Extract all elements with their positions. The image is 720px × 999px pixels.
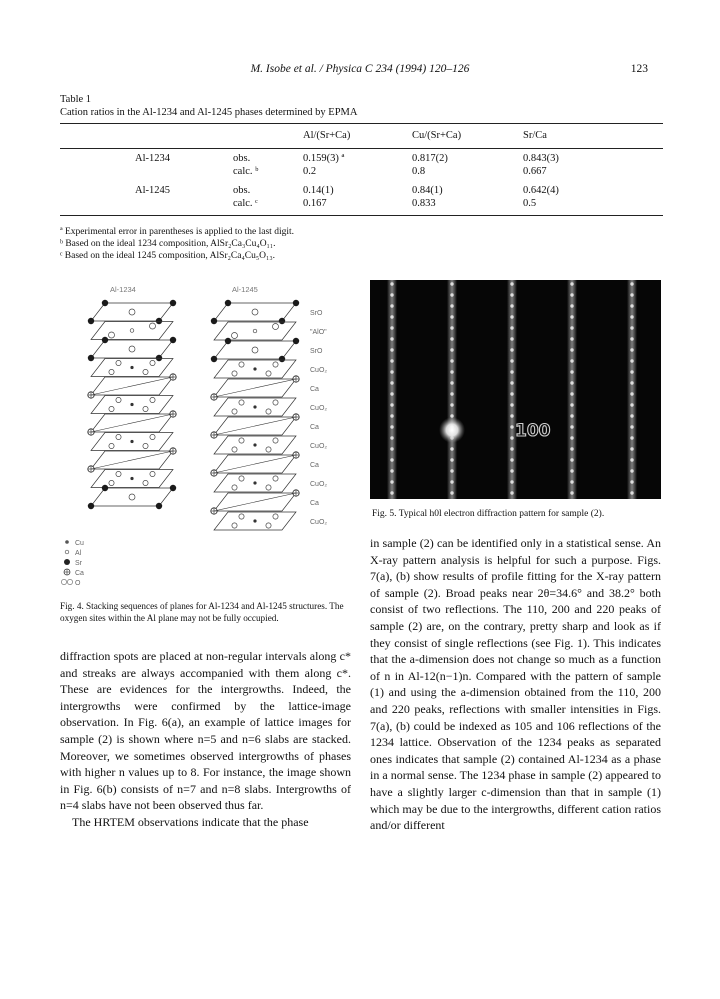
sr-atom	[170, 337, 176, 343]
o-atom	[273, 514, 278, 519]
sr-atom	[102, 337, 108, 343]
sr-atom	[225, 300, 231, 306]
diffraction-spot	[450, 293, 453, 296]
diffraction-spot	[390, 403, 393, 406]
diffraction-spot	[570, 381, 573, 384]
al1245-layers	[211, 300, 299, 530]
sr-atom	[211, 356, 217, 362]
value-cell: 0.167	[303, 198, 327, 209]
diffraction-spot	[450, 392, 453, 395]
o-atom	[116, 434, 121, 439]
o-atom	[252, 347, 258, 353]
o-atom	[116, 471, 121, 476]
plane-outline	[214, 322, 296, 340]
central-beam-spot	[439, 417, 465, 443]
diffraction-spot	[570, 337, 573, 340]
diffraction-spot	[570, 348, 573, 351]
table-header-rule	[60, 148, 663, 149]
diffraction-spot	[390, 304, 393, 307]
legend-ca: Ca	[75, 570, 84, 577]
diffraction-spot	[570, 304, 573, 307]
diffraction-spot	[630, 469, 633, 472]
o-atom	[109, 369, 114, 374]
diffraction-spot	[450, 315, 453, 318]
diffraction-spot	[570, 282, 573, 285]
value-cell: 0.8	[412, 166, 426, 177]
sr-atom	[279, 318, 285, 324]
o-atom	[273, 438, 278, 443]
diffraction-spot	[390, 458, 393, 461]
cu-atom	[253, 519, 256, 522]
diffraction-spot	[630, 282, 633, 285]
layer-label: CuO₂	[310, 405, 328, 412]
value-cell: 0.642(4)	[523, 185, 559, 196]
table-bottom-rule	[60, 215, 663, 216]
phase-cell: Al-1245	[135, 185, 170, 196]
diffraction-streak	[447, 280, 457, 499]
diffraction-spot	[510, 458, 513, 461]
cu-atom	[130, 440, 133, 443]
type-cell: calc. ᵇ	[233, 166, 259, 177]
diffraction-spot	[570, 436, 573, 439]
figure-5-caption: Fig. 5. Typical h0l electron diffraction pattern for sample (2).	[372, 509, 605, 519]
diffraction-spot	[510, 436, 513, 439]
o-atom	[266, 409, 271, 414]
o-atom	[232, 447, 237, 452]
col-header-2: Cu/(Sr+Ca)	[412, 130, 462, 141]
diffraction-spot	[630, 315, 633, 318]
diffraction-spot	[450, 381, 453, 384]
o-atom	[150, 397, 155, 402]
figure-4-stacking-diagram	[60, 282, 370, 592]
o-atom	[150, 471, 155, 476]
legend-o: O	[75, 580, 81, 587]
value-cell: 0.84(1)	[412, 185, 443, 196]
diffraction-spot	[390, 491, 393, 494]
value-cell: 0.159(3) ª	[303, 153, 345, 164]
o-atom	[109, 332, 115, 338]
diffraction-spot	[570, 480, 573, 483]
o-atom	[273, 400, 278, 405]
paragraph: The HRTEM observations indicate that the phase	[72, 814, 309, 829]
table-label: Table 1	[60, 94, 92, 105]
table-title	[60, 93, 357, 119]
diffraction-spot	[510, 425, 513, 428]
diffraction-spot	[630, 370, 633, 373]
diffraction-spot	[450, 370, 453, 373]
right-column-text	[370, 535, 661, 834]
diffraction-spot	[570, 414, 573, 417]
al-atom	[130, 329, 134, 333]
layer-label: "AlO"	[310, 329, 327, 336]
o-atom	[109, 443, 114, 448]
diffraction-spot	[570, 403, 573, 406]
legend-sr: Sr	[75, 560, 82, 567]
diffraction-spot	[630, 425, 633, 428]
o-atom	[239, 438, 244, 443]
legend-cu: Cu	[75, 540, 84, 547]
diffraction-spot	[390, 337, 393, 340]
paragraph: in sample (2) can be identified only in a statistical sense. An X-ray pattern analysis is helpful for such a purpose. Figs. 7(a), (b) show results of profile fitting for the X-ray pattern of sample (2). Broad peaks near 2θ=34.6° and 38.2° both consist of two reflections. The 110, 200 and 220 peaks of sample (2) are, on the contrary, pretty sharp and look as if they consist of single reflections (see Fig. 1). This indicates that the a-dimension does not change so much as a function of n in Al-12(n−1)n. Compared with the pattern of sample (1) and using the a-dimension obtained from the 110, 200 and 220 peaks, reflections with smaller intensities in Figs. 7(a), (b) could be indexed as 105 and 106 reflections of the 1234 lattice. Observation of the 1234 peaks as separated ones indicates that sample (2) contained Al-1234 as a phase in a normal sense. The 1234 phase in sample (2) appeared to have a slightly larger c-dimension than that in sample (1) which may be due to the intergrowths, different cation ratios and/or different	[370, 536, 661, 833]
diffraction-spot	[630, 348, 633, 351]
o-atom	[232, 485, 237, 490]
diffraction-spot	[570, 425, 573, 428]
o-atom	[252, 309, 258, 315]
diffraction-spot	[570, 370, 573, 373]
o-atom	[129, 309, 135, 315]
diffraction-spot	[510, 304, 513, 307]
diffraction-spot	[510, 370, 513, 373]
diffraction-spot	[570, 392, 573, 395]
layer-labels	[310, 310, 327, 526]
panel-label-al1234: Al-1234	[110, 285, 136, 294]
diffraction-spot	[510, 403, 513, 406]
o-atom	[150, 360, 155, 365]
value-cell: 0.833	[412, 198, 436, 209]
diffraction-spot	[630, 414, 633, 417]
diffraction-spot	[450, 348, 453, 351]
diffraction-spot	[450, 282, 453, 285]
diffraction-spot	[570, 491, 573, 494]
diffraction-spot	[450, 337, 453, 340]
diffraction-spot	[630, 392, 633, 395]
sr-atom	[88, 318, 94, 324]
stacking-diagram-svg	[60, 282, 370, 592]
diffraction-streaks	[387, 280, 637, 499]
layer-label: Ca	[310, 424, 319, 431]
layer-label: Ca	[310, 462, 319, 469]
diffraction-spot	[450, 359, 453, 362]
paragraph: diffraction spots are placed at non-regular intervals along c* and streaks are always accompanied with them along c*. These are evidences for the intergrowths. Indeed, the intergrowths were confirmed by the lattice-image observation. In Fig. 6(a), an example of lattice images for sample (2) is shown where n=5 and n=6 slabs are stacked. Moreover, we sometimes observed intergrowths of phases with higher n values up to 8. For instance, the image shown in Fig. 6(b) consists of n=7 and n=8 slabs. Intergrowths of n=4 slabs have not been observed thus far.	[60, 649, 351, 813]
table-caption: Cation ratios in the Al-1234 and Al-1245 phases determined by EPMA	[60, 107, 358, 118]
diffraction-spot	[390, 370, 393, 373]
col-header-1: Al/(Sr+Ca)	[303, 130, 351, 141]
diffraction-spot	[450, 447, 453, 450]
value-cell: 0.667	[523, 166, 547, 177]
sr-atom	[88, 503, 94, 509]
diffraction-spot	[630, 480, 633, 483]
sr-atom	[293, 338, 299, 344]
diffraction-spot	[570, 315, 573, 318]
footnote-c: ᶜ Based on the ideal 1245 composition, AlSr₂Ca₄Cu₅O₁₃.	[60, 251, 276, 261]
diffraction-spot	[510, 359, 513, 362]
layer-label: Ca	[310, 386, 319, 393]
table-footnotes	[60, 226, 294, 262]
legend-al: Al	[75, 550, 82, 557]
cu-atom	[253, 443, 256, 446]
diffraction-spot	[450, 326, 453, 329]
figure-4-caption: Fig. 4. Stacking sequences of planes for Al-1234 and Al-1245 structures. The oxygen sites within the Al plane may not be fully occupied.	[60, 601, 344, 623]
cu-atom	[130, 366, 133, 369]
o-atom	[266, 371, 271, 376]
page-number: 123	[630, 63, 648, 75]
sr-atom	[156, 318, 162, 324]
diffraction-spot	[390, 326, 393, 329]
diffraction-spot	[390, 447, 393, 450]
diffraction-spot	[390, 425, 393, 428]
o-atom	[239, 514, 244, 519]
diffraction-spot	[510, 469, 513, 472]
diffraction-spot	[390, 293, 393, 296]
sr-atom	[211, 318, 217, 324]
layer-label: SrO	[310, 348, 323, 355]
diffraction-spot	[510, 480, 513, 483]
o-atom	[232, 371, 237, 376]
diffraction-spot	[510, 326, 513, 329]
diffraction-spot	[390, 392, 393, 395]
sr-atom	[156, 503, 162, 509]
layer-label: CuO₂	[310, 519, 328, 526]
cu-atom	[253, 481, 256, 484]
layer-label: CuO₂	[310, 443, 328, 450]
table-top-rule	[60, 123, 663, 124]
o-atom	[232, 523, 237, 528]
diffraction-spot	[450, 458, 453, 461]
diffraction-spot	[390, 469, 393, 472]
footnote-b: ᵇ Based on the ideal 1234 composition, AlSr₂Ca₃Cu₄O₁₁.	[60, 239, 276, 249]
footnote-a: ª Experimental error in parentheses is applied to the last digit.	[60, 227, 294, 237]
diffraction-spot	[390, 359, 393, 362]
diffraction-spot	[570, 458, 573, 461]
value-cell: 0.2	[303, 166, 317, 177]
diffraction-spot	[450, 304, 453, 307]
diffraction-spot	[630, 436, 633, 439]
sr-atom	[88, 355, 94, 361]
o-atom	[266, 523, 271, 528]
o-atom	[150, 323, 156, 329]
diffraction-spot	[510, 381, 513, 384]
o-atom	[143, 369, 148, 374]
o-atom	[109, 406, 114, 411]
type-cell: calc. ᶜ	[233, 198, 258, 209]
diffraction-spot	[630, 447, 633, 450]
layer-label: Ca	[310, 500, 319, 507]
diffraction-spot	[510, 392, 513, 395]
al1234-layers	[88, 300, 176, 509]
o-atom	[266, 447, 271, 452]
spot-index-label: 100	[515, 421, 551, 441]
o-atom	[273, 476, 278, 481]
diffraction-spot	[450, 403, 453, 406]
diffraction-spot	[570, 293, 573, 296]
plane-outline	[91, 322, 173, 340]
o-atom	[232, 333, 238, 339]
o-atom	[129, 494, 135, 500]
o-atom	[273, 362, 278, 367]
o-atom	[273, 324, 279, 330]
diffraction-spot	[570, 359, 573, 362]
diffraction-spot	[510, 414, 513, 417]
left-column-text	[60, 648, 351, 831]
diffraction-spot	[570, 447, 573, 450]
sr-atom	[225, 338, 231, 344]
type-cell: obs.	[233, 153, 251, 164]
legend-al-marker	[65, 550, 69, 554]
diffraction-spot	[510, 337, 513, 340]
o-atom	[143, 443, 148, 448]
layer-label: CuO₂	[310, 367, 328, 374]
o-atom	[143, 406, 148, 411]
o-atom	[116, 360, 121, 365]
diffraction-spot	[390, 480, 393, 483]
o-atom	[116, 397, 121, 402]
sr-atom	[293, 300, 299, 306]
diffraction-spot	[510, 293, 513, 296]
phase-cell: Al-1234	[135, 153, 170, 164]
diffraction-spot	[390, 282, 393, 285]
cu-atom	[253, 367, 256, 370]
sr-atom	[156, 355, 162, 361]
o-atom	[109, 480, 114, 485]
diffraction-streak	[387, 280, 397, 499]
diffraction-spot	[630, 359, 633, 362]
o-atom	[239, 476, 244, 481]
diffraction-spot	[450, 491, 453, 494]
value-cell: 0.843(3)	[523, 153, 559, 164]
o-atom	[150, 434, 155, 439]
diffraction-spot	[510, 491, 513, 494]
value-cell: 0.817(2)	[412, 153, 448, 164]
sr-atom	[102, 485, 108, 491]
diffraction-spot	[570, 469, 573, 472]
diffraction-spot	[450, 480, 453, 483]
o-atom	[143, 480, 148, 485]
legend-cu-marker	[65, 540, 69, 544]
diffraction-spot	[630, 458, 633, 461]
diffraction-streak	[507, 280, 517, 499]
legend-o-marker-2	[67, 579, 72, 584]
cu-atom	[130, 403, 133, 406]
diffraction-spot	[510, 348, 513, 351]
diffraction-spot	[630, 403, 633, 406]
diffraction-streak	[627, 280, 637, 499]
legend	[61, 540, 84, 587]
figure-5-diffraction-pattern	[370, 280, 661, 499]
panel-label-al1245: Al-1245	[232, 285, 258, 294]
diffraction-spot	[450, 469, 453, 472]
sr-atom	[170, 485, 176, 491]
o-atom	[266, 485, 271, 490]
o-atom	[232, 409, 237, 414]
value-cell: 0.5	[523, 198, 537, 209]
sr-atom	[170, 300, 176, 306]
diffraction-spot	[510, 282, 513, 285]
layer-label: SrO	[310, 310, 323, 317]
cu-atom	[253, 405, 256, 408]
col-header-3: Sr/Ca	[523, 130, 547, 141]
diffraction-spot	[630, 326, 633, 329]
sr-atom	[279, 356, 285, 362]
diffraction-spot	[390, 315, 393, 318]
o-atom	[129, 346, 135, 352]
diffraction-spot	[390, 414, 393, 417]
diffraction-spot	[630, 293, 633, 296]
o-atom	[239, 400, 244, 405]
running-title: M. Isobe et al. / Physica C 234 (1994) 120–126	[250, 63, 470, 75]
diffraction-spot	[630, 337, 633, 340]
cu-atom	[130, 477, 133, 480]
diffraction-spot	[510, 315, 513, 318]
diffraction-streak	[567, 280, 577, 499]
diffraction-spot	[570, 326, 573, 329]
type-cell: obs.	[233, 185, 251, 196]
legend-sr-marker	[64, 559, 70, 565]
diffraction-spot	[630, 304, 633, 307]
al-atom	[253, 329, 257, 333]
diffraction-spot	[390, 348, 393, 351]
value-cell: 0.14(1)	[303, 185, 334, 196]
diffraction-spot	[630, 491, 633, 494]
diffraction-spot	[390, 381, 393, 384]
o-atom	[239, 362, 244, 367]
diffraction-spot	[630, 381, 633, 384]
diffraction-spot	[390, 436, 393, 439]
diffraction-spot	[510, 447, 513, 450]
layer-label: CuO₂	[310, 481, 328, 488]
legend-o-marker-1	[61, 579, 66, 584]
diffraction-svg	[370, 280, 661, 499]
sr-atom	[102, 300, 108, 306]
